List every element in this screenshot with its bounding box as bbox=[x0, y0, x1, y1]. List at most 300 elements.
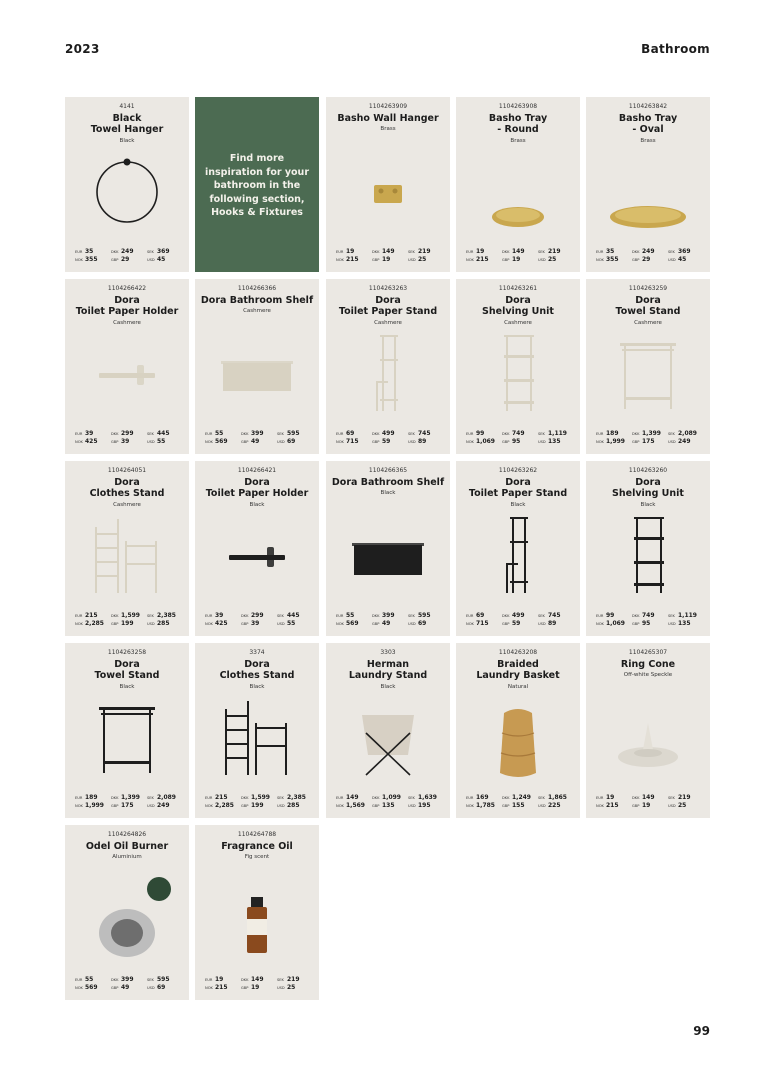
product-card bbox=[195, 279, 319, 454]
product-sku: 1104263909 bbox=[368, 103, 408, 110]
currency-label: GBP bbox=[502, 804, 510, 808]
product-name-line: Dora bbox=[114, 477, 140, 488]
price-value: 149 bbox=[346, 794, 359, 801]
price-list bbox=[336, 612, 444, 627]
oil-burner-icon bbox=[77, 875, 177, 967]
price-value: 55 bbox=[157, 438, 166, 445]
product-name-line: Dora Bathroom Shelf bbox=[331, 477, 445, 488]
price-usd bbox=[538, 802, 574, 809]
price-usd bbox=[147, 620, 183, 627]
price-eur bbox=[466, 794, 502, 801]
price-value: 499 bbox=[512, 612, 525, 619]
product-name-line: Towel Hanger bbox=[90, 124, 164, 135]
price-sek bbox=[538, 612, 574, 619]
product-image bbox=[207, 329, 307, 421]
price-value: 155 bbox=[512, 802, 525, 809]
price-value: 35 bbox=[85, 248, 94, 255]
price-value: 355 bbox=[606, 256, 619, 263]
price-value: 135 bbox=[678, 620, 691, 627]
price-value: 55 bbox=[85, 976, 94, 983]
price-value: 19 bbox=[251, 984, 260, 991]
product-name-line: Clothes Stand bbox=[219, 670, 295, 681]
product-name-line: Fragrance Oil bbox=[221, 841, 293, 852]
product-sku: 1104266365 bbox=[368, 467, 408, 474]
price-nok bbox=[336, 438, 372, 445]
price-usd bbox=[408, 256, 444, 263]
product-card bbox=[195, 825, 319, 1000]
currency-label: SEK bbox=[668, 432, 675, 436]
price-value: 299 bbox=[121, 430, 134, 437]
product-image bbox=[207, 511, 307, 603]
currency-label: EUR bbox=[75, 250, 83, 254]
product-variant: Cashmere bbox=[634, 320, 662, 326]
price-dkk bbox=[502, 794, 538, 801]
price-sek bbox=[668, 612, 704, 619]
price-dkk bbox=[372, 430, 408, 437]
price-value: 249 bbox=[678, 438, 691, 445]
currency-label: GBP bbox=[241, 622, 249, 626]
price-gbp bbox=[372, 620, 408, 627]
currency-label: USD bbox=[277, 622, 285, 626]
currency-label: NOK bbox=[336, 440, 344, 444]
currency-label: USD bbox=[668, 622, 676, 626]
price-gbp bbox=[372, 802, 408, 809]
price-value: 569 bbox=[215, 438, 228, 445]
currency-label: SEK bbox=[668, 250, 675, 254]
product-variant: Brass bbox=[380, 126, 396, 132]
product-sku: 1104263258 bbox=[107, 649, 147, 656]
product-image bbox=[77, 147, 177, 239]
currency-label: SEK bbox=[668, 796, 675, 800]
price-value: 1,999 bbox=[85, 802, 104, 809]
product-name-line: Laundry Stand bbox=[348, 670, 428, 681]
price-eur bbox=[75, 976, 111, 983]
currency-label: DKK bbox=[372, 614, 380, 618]
product-sku: 1104263263 bbox=[368, 285, 408, 292]
product-sku: 1104264826 bbox=[107, 831, 147, 838]
price-value: 1,599 bbox=[121, 612, 140, 619]
product-name-line: Toilet Paper Holder bbox=[205, 488, 309, 499]
promo-line: following section, bbox=[209, 193, 305, 205]
price-gbp bbox=[111, 256, 147, 263]
product-sku: 1104263208 bbox=[498, 649, 538, 656]
price-value: 39 bbox=[215, 612, 224, 619]
currency-label: DKK bbox=[632, 796, 640, 800]
currency-label: GBP bbox=[372, 258, 380, 262]
currency-label: GBP bbox=[372, 622, 380, 626]
price-usd bbox=[277, 802, 313, 809]
price-sek bbox=[277, 612, 313, 619]
product-variant: Cashmere bbox=[113, 502, 141, 508]
price-usd bbox=[668, 620, 704, 627]
product-sku: 3303 bbox=[380, 649, 396, 656]
product-variant: Brass bbox=[510, 138, 526, 144]
product-name-line: Dora bbox=[375, 295, 401, 306]
price-gbp bbox=[372, 256, 408, 263]
price-value: 19 bbox=[606, 794, 615, 801]
product-card bbox=[65, 279, 189, 454]
price-nok bbox=[205, 984, 241, 991]
product-variant: Black bbox=[119, 138, 135, 144]
price-value: 35 bbox=[606, 248, 615, 255]
price-value: 99 bbox=[476, 430, 485, 437]
product-card bbox=[456, 279, 580, 454]
product-variant: Black bbox=[380, 684, 396, 690]
price-usd bbox=[408, 620, 444, 627]
price-value: 749 bbox=[512, 430, 525, 437]
product-name-line: Dora bbox=[635, 477, 661, 488]
towel-hanger-ring-icon bbox=[77, 147, 177, 239]
currency-label: GBP bbox=[372, 440, 380, 444]
currency-label: USD bbox=[147, 986, 155, 990]
product-image bbox=[338, 147, 438, 239]
price-eur bbox=[596, 430, 632, 437]
product-card bbox=[456, 97, 580, 272]
price-list bbox=[75, 612, 183, 627]
clothes-stand-black-icon bbox=[207, 693, 307, 785]
currency-label: USD bbox=[277, 986, 285, 990]
currency-label: USD bbox=[147, 258, 155, 262]
currency-label: SEK bbox=[408, 250, 415, 254]
price-list bbox=[205, 612, 313, 627]
price-value: 149 bbox=[642, 794, 655, 801]
currency-label: NOK bbox=[75, 258, 83, 262]
product-name-line: Towel Stand bbox=[94, 670, 160, 681]
price-value: 425 bbox=[85, 438, 98, 445]
price-value: 2,285 bbox=[85, 620, 104, 627]
price-nok bbox=[466, 438, 502, 445]
product-card bbox=[456, 643, 580, 818]
price-value: 299 bbox=[251, 612, 264, 619]
price-value: 99 bbox=[606, 612, 615, 619]
product-image bbox=[468, 693, 568, 785]
product-variant: Off-white Speckle bbox=[623, 672, 673, 678]
product-variant: Black bbox=[119, 684, 135, 690]
price-value: 199 bbox=[251, 802, 264, 809]
product-card bbox=[65, 643, 189, 818]
currency-label: SEK bbox=[538, 432, 545, 436]
price-value: 745 bbox=[418, 430, 431, 437]
laundry-stand-icon bbox=[338, 693, 438, 785]
price-dkk bbox=[241, 976, 277, 983]
product-name-line: Dora bbox=[244, 477, 270, 488]
product-name-line: Basho Tray bbox=[488, 113, 548, 124]
product-name-line: Ring Cone bbox=[620, 659, 676, 670]
product-image bbox=[77, 875, 177, 967]
product-name-line: - Oval bbox=[632, 124, 664, 135]
product-name-line: Shelving Unit bbox=[612, 488, 684, 499]
price-dkk bbox=[372, 794, 408, 801]
price-value: 1,999 bbox=[606, 438, 625, 445]
price-sek bbox=[408, 612, 444, 619]
product-sku: 1104265307 bbox=[628, 649, 668, 656]
price-sek bbox=[408, 430, 444, 437]
currency-label: USD bbox=[668, 258, 676, 262]
price-nok bbox=[75, 438, 111, 445]
price-value: 2,285 bbox=[215, 802, 234, 809]
price-nok bbox=[466, 802, 502, 809]
product-image bbox=[468, 511, 568, 603]
price-eur bbox=[205, 794, 241, 801]
product-image bbox=[468, 329, 568, 421]
fragrance-bottle-icon bbox=[207, 875, 307, 967]
price-usd bbox=[277, 984, 313, 991]
price-value: 69 bbox=[476, 612, 485, 619]
price-value: 69 bbox=[157, 984, 166, 991]
price-value: 69 bbox=[287, 438, 296, 445]
price-dkk bbox=[111, 794, 147, 801]
currency-label: EUR bbox=[75, 614, 83, 618]
price-usd bbox=[538, 620, 574, 627]
currency-label: NOK bbox=[205, 440, 213, 444]
price-dkk bbox=[372, 612, 408, 619]
product-sku: 1104266422 bbox=[107, 285, 147, 292]
price-value: 249 bbox=[642, 248, 655, 255]
currency-label: USD bbox=[277, 440, 285, 444]
price-value: 249 bbox=[157, 802, 170, 809]
price-value: 39 bbox=[85, 430, 94, 437]
product-name bbox=[197, 659, 317, 681]
product-name bbox=[67, 113, 187, 135]
product-sku: 1104263259 bbox=[628, 285, 668, 292]
product-sku: 1104263908 bbox=[498, 103, 538, 110]
price-usd bbox=[408, 802, 444, 809]
product-name-line: Laundry Basket bbox=[476, 670, 560, 681]
page-section-title: Bathroom bbox=[641, 42, 710, 56]
price-value: 25 bbox=[287, 984, 296, 991]
price-gbp bbox=[502, 438, 538, 445]
product-sku: 1104264051 bbox=[107, 467, 147, 474]
product-variant: Black bbox=[380, 490, 396, 496]
product-image bbox=[77, 693, 177, 785]
currency-label: DKK bbox=[372, 250, 380, 254]
product-variant: Cashmere bbox=[113, 320, 141, 326]
price-list bbox=[75, 794, 183, 809]
price-dkk bbox=[372, 248, 408, 255]
currency-label: GBP bbox=[241, 804, 249, 808]
price-value: 19 bbox=[346, 248, 355, 255]
currency-label: USD bbox=[408, 440, 416, 444]
paper-holder-black-icon bbox=[207, 511, 307, 603]
price-usd bbox=[668, 802, 704, 809]
price-value: 285 bbox=[157, 620, 170, 627]
price-sek bbox=[147, 248, 183, 255]
product-card bbox=[326, 279, 450, 454]
currency-label: USD bbox=[538, 258, 546, 262]
currency-label: GBP bbox=[111, 258, 119, 262]
price-value: 135 bbox=[382, 802, 395, 809]
price-nok bbox=[205, 802, 241, 809]
currency-label: DKK bbox=[241, 796, 249, 800]
price-gbp bbox=[241, 620, 277, 627]
product-sku: 1104266366 bbox=[237, 285, 277, 292]
price-value: 25 bbox=[548, 256, 557, 263]
price-value: 215 bbox=[476, 256, 489, 263]
product-card bbox=[586, 97, 710, 272]
price-dkk bbox=[632, 430, 668, 437]
price-sek bbox=[538, 248, 574, 255]
currency-label: NOK bbox=[596, 804, 604, 808]
currency-label: NOK bbox=[336, 804, 344, 808]
currency-label: DKK bbox=[241, 978, 249, 982]
product-card bbox=[456, 461, 580, 636]
price-value: 89 bbox=[418, 438, 427, 445]
currency-label: DKK bbox=[632, 250, 640, 254]
currency-label: SEK bbox=[277, 796, 284, 800]
price-value: 215 bbox=[85, 612, 98, 619]
price-value: 399 bbox=[121, 976, 134, 983]
product-card bbox=[586, 279, 710, 454]
product-card bbox=[326, 643, 450, 818]
price-gbp bbox=[632, 256, 668, 263]
price-value: 69 bbox=[418, 620, 427, 627]
product-name bbox=[458, 295, 578, 317]
currency-label: NOK bbox=[336, 258, 344, 262]
price-value: 29 bbox=[121, 256, 130, 263]
price-value: 595 bbox=[418, 612, 431, 619]
price-nok bbox=[75, 984, 111, 991]
currency-label: USD bbox=[538, 622, 546, 626]
shelving-unit-cashmere-icon bbox=[468, 329, 568, 421]
currency-label: EUR bbox=[466, 796, 474, 800]
price-value: 249 bbox=[121, 248, 134, 255]
price-dkk bbox=[111, 248, 147, 255]
price-value: 19 bbox=[642, 802, 651, 809]
price-value: 219 bbox=[418, 248, 431, 255]
currency-label: NOK bbox=[466, 440, 474, 444]
currency-label: GBP bbox=[632, 258, 640, 262]
currency-label: DKK bbox=[111, 796, 119, 800]
product-sku: 1104266421 bbox=[237, 467, 277, 474]
price-dkk bbox=[632, 612, 668, 619]
shelf-cashmere-icon bbox=[207, 329, 307, 421]
price-value: 369 bbox=[157, 248, 170, 255]
price-value: 69 bbox=[346, 430, 355, 437]
price-list bbox=[596, 248, 704, 263]
currency-label: EUR bbox=[336, 432, 344, 436]
price-value: 1,785 bbox=[476, 802, 495, 809]
currency-label: SEK bbox=[538, 250, 545, 254]
currency-label: USD bbox=[147, 622, 155, 626]
product-sku: 1104264788 bbox=[237, 831, 277, 838]
price-nok bbox=[205, 438, 241, 445]
currency-label: NOK bbox=[75, 804, 83, 808]
price-value: 39 bbox=[121, 438, 130, 445]
price-value: 285 bbox=[287, 802, 300, 809]
currency-label: DKK bbox=[632, 432, 640, 436]
price-usd bbox=[668, 438, 704, 445]
price-nok bbox=[596, 802, 632, 809]
price-usd bbox=[538, 438, 574, 445]
paper-stand-black-icon bbox=[468, 511, 568, 603]
product-name-line: Towel Stand bbox=[615, 306, 681, 317]
product-name bbox=[197, 477, 317, 499]
price-usd bbox=[277, 620, 313, 627]
price-value: 1,249 bbox=[512, 794, 531, 801]
product-variant: Aluminium bbox=[112, 854, 142, 860]
product-name bbox=[588, 659, 708, 670]
product-name-line: Toilet Paper Stand bbox=[468, 488, 568, 499]
product-name-line: Dora bbox=[505, 295, 531, 306]
currency-label: EUR bbox=[205, 432, 213, 436]
product-name-line: Herman bbox=[366, 659, 410, 670]
currency-label: SEK bbox=[147, 614, 154, 618]
currency-label: SEK bbox=[668, 614, 675, 618]
currency-label: SEK bbox=[277, 432, 284, 436]
product-name bbox=[588, 477, 708, 499]
product-card bbox=[195, 461, 319, 636]
currency-label: GBP bbox=[111, 440, 119, 444]
price-eur bbox=[336, 430, 372, 437]
product-name-line: Black bbox=[112, 113, 142, 124]
currency-label: NOK bbox=[205, 804, 213, 808]
currency-label: EUR bbox=[466, 250, 474, 254]
product-name-line: Dora Bathroom Shelf bbox=[200, 295, 314, 306]
currency-label: EUR bbox=[205, 614, 213, 618]
price-eur bbox=[75, 612, 111, 619]
price-nok bbox=[466, 256, 502, 263]
price-list bbox=[466, 612, 574, 627]
product-image bbox=[77, 511, 177, 603]
currency-label: EUR bbox=[336, 796, 344, 800]
product-image bbox=[338, 693, 438, 785]
price-nok bbox=[596, 438, 632, 445]
price-value: 19 bbox=[476, 248, 485, 255]
price-value: 399 bbox=[382, 612, 395, 619]
currency-label: DKK bbox=[111, 614, 119, 618]
product-variant: Black bbox=[640, 502, 656, 508]
price-value: 19 bbox=[512, 256, 521, 263]
product-name-line: Basho Tray bbox=[618, 113, 678, 124]
product-image bbox=[598, 511, 698, 603]
product-card bbox=[586, 643, 710, 818]
currency-label: EUR bbox=[205, 978, 213, 982]
currency-label: GBP bbox=[632, 622, 640, 626]
product-card bbox=[586, 461, 710, 636]
currency-label: EUR bbox=[596, 250, 604, 254]
price-value: 49 bbox=[382, 620, 391, 627]
price-value: 55 bbox=[346, 612, 355, 619]
product-name bbox=[458, 477, 578, 499]
product-name bbox=[197, 295, 317, 306]
product-image bbox=[338, 329, 438, 421]
product-name bbox=[458, 659, 578, 681]
price-value: 595 bbox=[157, 976, 170, 983]
price-list bbox=[205, 794, 313, 809]
price-gbp bbox=[111, 620, 147, 627]
price-value: 1,119 bbox=[678, 612, 697, 619]
price-list bbox=[336, 794, 444, 809]
currency-label: EUR bbox=[596, 432, 604, 436]
price-value: 1,099 bbox=[382, 794, 401, 801]
product-sku: 1104263842 bbox=[628, 103, 668, 110]
currency-label: DKK bbox=[502, 432, 510, 436]
shelving-unit-black-icon bbox=[598, 511, 698, 603]
promo-line: inspiration for your bbox=[204, 166, 310, 178]
price-value: 369 bbox=[678, 248, 691, 255]
price-value: 135 bbox=[548, 438, 561, 445]
product-image bbox=[338, 511, 438, 603]
price-sek bbox=[147, 794, 183, 801]
currency-label: EUR bbox=[596, 614, 604, 618]
currency-label: SEK bbox=[408, 614, 415, 618]
price-gbp bbox=[372, 438, 408, 445]
price-gbp bbox=[111, 984, 147, 991]
price-list bbox=[596, 612, 704, 627]
price-list bbox=[205, 976, 313, 991]
price-list bbox=[75, 976, 183, 991]
price-value: 1,399 bbox=[121, 794, 140, 801]
